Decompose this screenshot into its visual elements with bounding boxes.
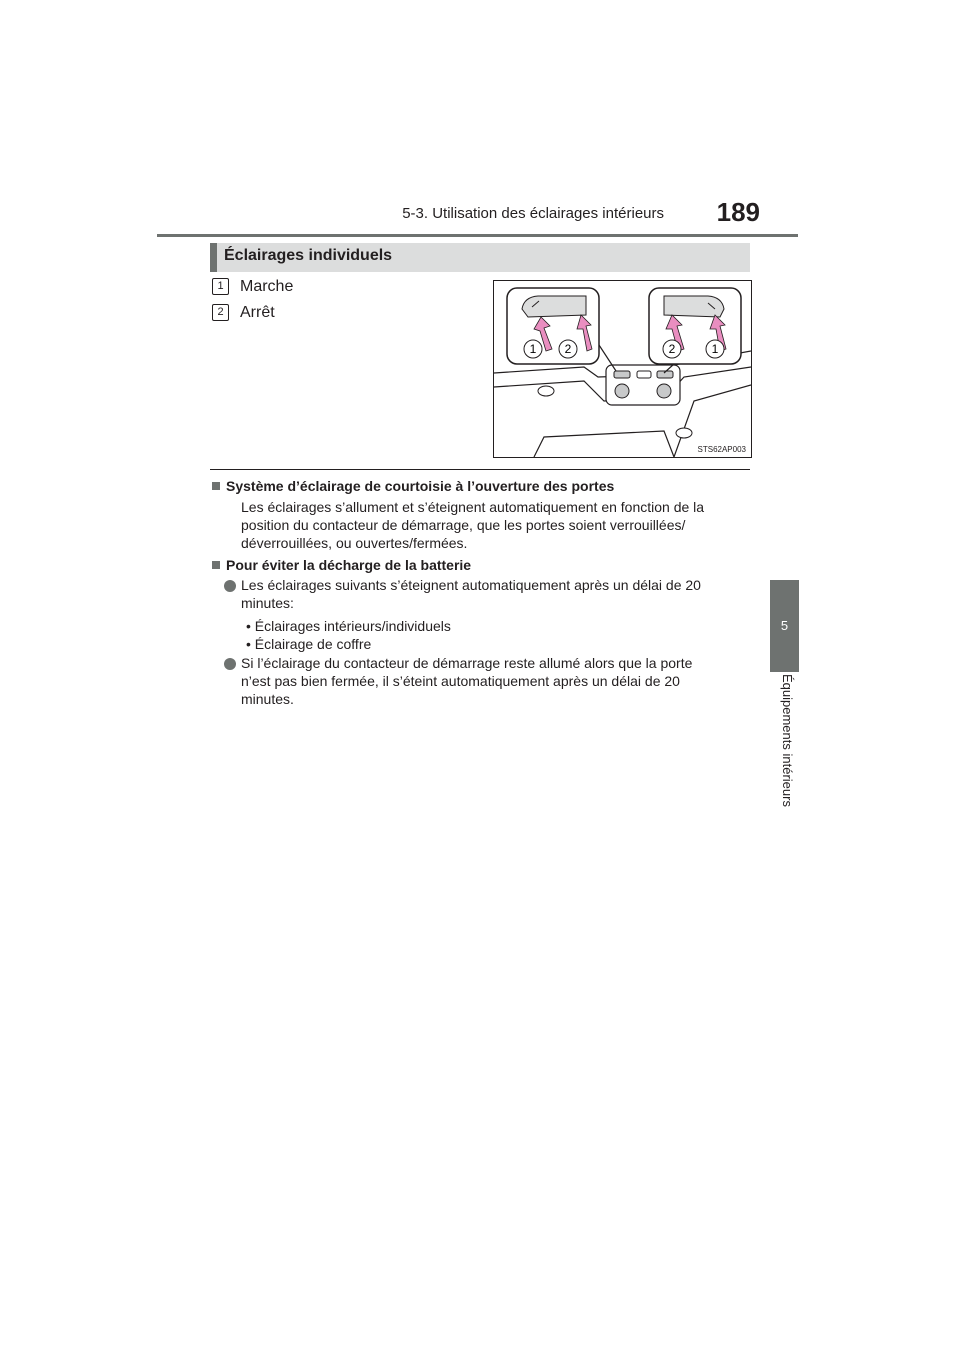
badge-number-1: 1: [212, 278, 229, 295]
header-section-title: 5-3. Utilisation des éclairages intérieurs: [402, 205, 664, 222]
note-battery-bullet-line: n’est pas bien fermée, il s’éteint automatiquement après un délai de 20: [241, 673, 680, 689]
callout-number: 1: [711, 342, 719, 356]
note-battery-bullet-line: minutes:: [241, 595, 294, 611]
console-light-right: [657, 384, 671, 398]
legend-label-off: Arrêt: [240, 304, 275, 321]
badge-number-2: 2: [212, 304, 229, 321]
lamp-lens-right: [664, 296, 724, 317]
notes-divider: [210, 469, 750, 470]
header-rule: [157, 234, 798, 237]
note-battery-heading: [212, 557, 471, 573]
square-bullet-icon: [212, 482, 220, 490]
note-battery-bullet-line: Les éclairages suivants s’éteignent automatiquement après un délai de 20: [241, 577, 701, 593]
legend-label-on: Marche: [240, 278, 294, 295]
callout-number: 1: [529, 342, 537, 356]
note-courtesy-line: déverrouillées, ou ouvertes/fermées.: [241, 535, 468, 551]
ceiling-clip-left: [538, 386, 554, 396]
callout-number: 2: [564, 342, 572, 356]
round-bullet-icon: [224, 580, 236, 592]
note-courtesy-title: Système d’éclairage de courtoisie à l’ouverture des portes: [226, 478, 615, 494]
sub-list-item: • Éclairage de coffre: [246, 636, 372, 652]
legend-item-on: [212, 278, 293, 296]
page-number: 189: [716, 197, 760, 227]
section-heading: [210, 243, 750, 272]
round-bullet-icon: [224, 658, 236, 670]
note-courtesy-line: position du contacteur de démarrage, que les portes soient verrouillées/: [241, 517, 686, 533]
console-button-center: [637, 371, 651, 378]
console-switch-left: [614, 371, 630, 378]
chapter-tab: 5: [770, 580, 799, 672]
figure-code: STS62AP003: [697, 445, 746, 454]
callout-number: 2: [668, 342, 676, 356]
console-light-left: [615, 384, 629, 398]
sunroof-edge: [534, 431, 674, 457]
note-courtesy-line: Les éclairages s’allument et s’éteignent automatiquement en fonction de la: [241, 499, 705, 515]
section-title: Éclairages individuels: [224, 247, 393, 264]
lamp-lens-left: [522, 296, 586, 317]
ceiling-clip-right: [676, 428, 692, 438]
square-bullet-icon: [212, 561, 220, 569]
chapter-title-vertical: Équipements intérieurs: [780, 674, 795, 807]
note-battery-bullet-line: minutes.: [241, 691, 294, 707]
personal-lights-illustration: [493, 280, 752, 458]
heading-accent-bar: [210, 243, 217, 272]
legend-item-off: [212, 304, 275, 322]
note-courtesy-heading: [212, 478, 614, 494]
overhead-console-drawing: [494, 281, 751, 457]
note-battery-bullet-line: Si l’éclairage du contacteur de démarrage reste allumé alors que la porte: [241, 655, 693, 671]
note-battery-title: Pour éviter la décharge de la batterie: [226, 557, 472, 573]
sub-list-item: • Éclairages intérieurs/individuels: [246, 618, 451, 634]
